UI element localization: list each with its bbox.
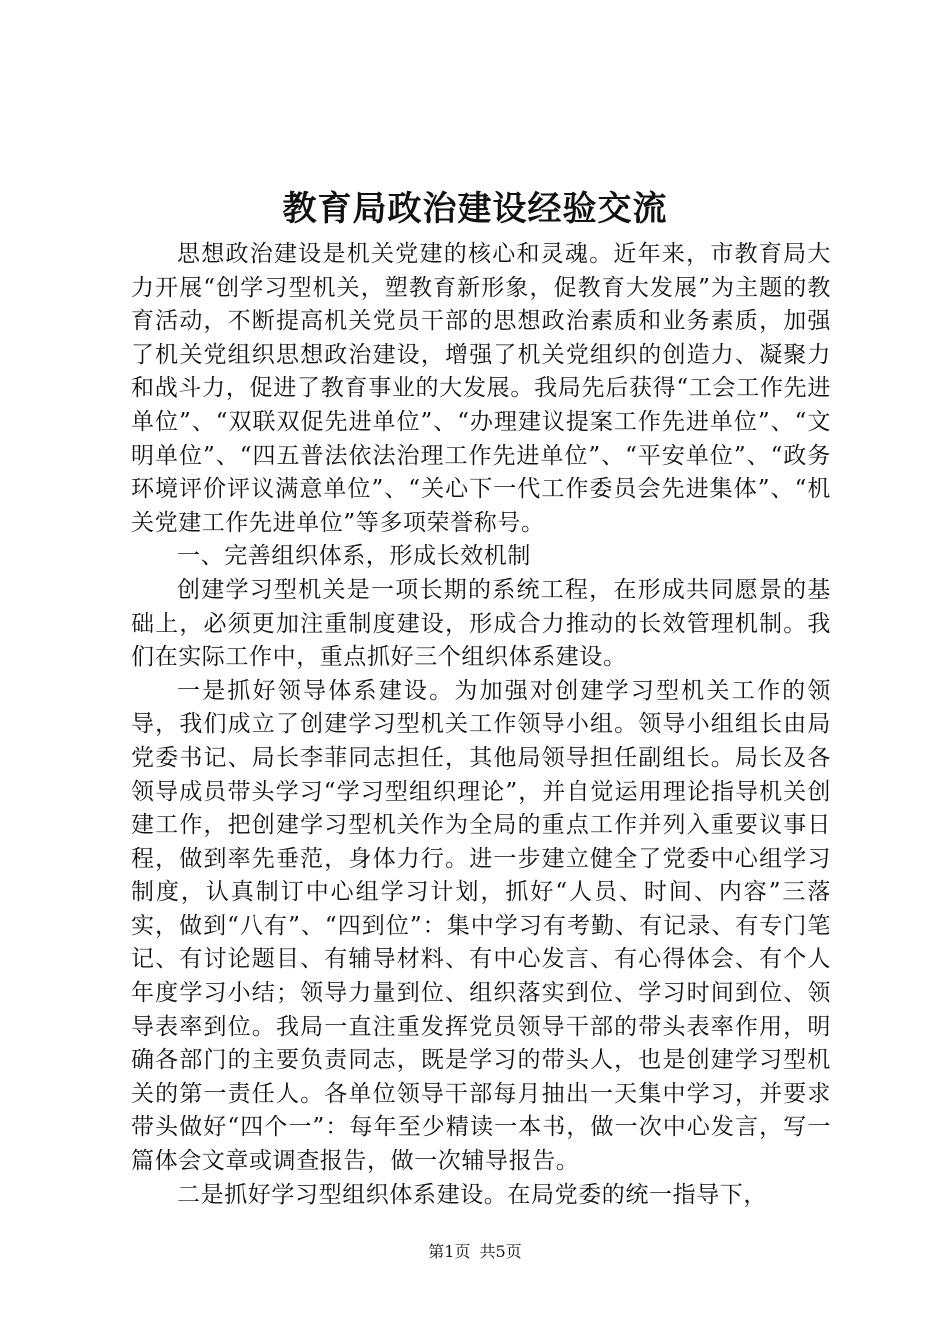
page-footer bbox=[0, 1241, 950, 1263]
page-total: 共5页 bbox=[479, 1242, 522, 1261]
intro-paragraph: 思想政治建设是机关党建的核心和灵魂。近年来，市教育局大力开展“创学习型机关，塑教育新形象，促教育大发展”为主题的教育活动，不断提高机关党员干部的思想政治素质和业务素质，加强了机关党组织思想政治建设，增强了机关党组织的创造力、凝聚力和战斗力，促进了教育事业的大发展。我局先后获得“工会工作先进单位”、“双联双促先进单位”、“办理建议提案工作先进单位”、“文明单位”、“四五普法依法治理工作先进单位”、“平安单位”、“政务环境评价评议满意单位”、“关心下一代工作委员会先进集体”、“机关党建工作先进单位”等多项荣誉称号。 bbox=[131, 241, 831, 536]
document-body bbox=[131, 238, 831, 1212]
learning-org-paragraph: 二是抓好学习型组织体系建设。在局党委的统一指导下， bbox=[177, 1181, 767, 1208]
document-title: 教育局政治建设经验交流 bbox=[282, 189, 668, 229]
section-heading: 一、完善组织体系，形成长效机制 bbox=[177, 543, 531, 570]
page-number: 第1页 bbox=[428, 1242, 471, 1261]
leadership-system-paragraph: 一是抓好领导体系建设。为加强对创建学习型机关工作的领导，我们成立了创建学习型机关工作领导小组。领导小组组长由局党委书记、局长李菲同志担任，其他局领导担任副组长。局长及各领导成员带头学习“学习型组织理论”，并自觉运用理论指导机关创建工作，把创建学习型机关作为全局的重点工作并列入重要议事日程，做到率先垂范，身体力行。进一步建立健全了党委中心组学习制度，认真制订中心组学习计划，抓好“人员、时间、内容”三落实，做到“八有”、“四到位”：集中学习有考勤、有记录、有专门笔记、有讨论题目、有辅导材料、有中心发言、有心得体会、有个人年度学习小结；领导力量到位、组织落实到位、学习时间到位、领导表率到位。我局一直注重发挥党员领导干部的带头表率作用，明确各部门的主要负责同志，既是学习的带头人，也是创建学习型机关的第一责任人。各单位领导干部每月抽出一天集中学习，并要求带头做好“四个一”：每年至少精读一本书，做一次中心发言，写一篇体会文章或调查报告，做一次辅导报告。 bbox=[131, 677, 831, 1175]
section-intro-paragraph: 创建学习型机关是一项长期的系统工程，在形成共同愿景的基础上，必须更加注重制度建设，形成合力推动的长效管理机制。我们在实际工作中，重点抓好三个组织体系建设。 bbox=[131, 576, 831, 671]
